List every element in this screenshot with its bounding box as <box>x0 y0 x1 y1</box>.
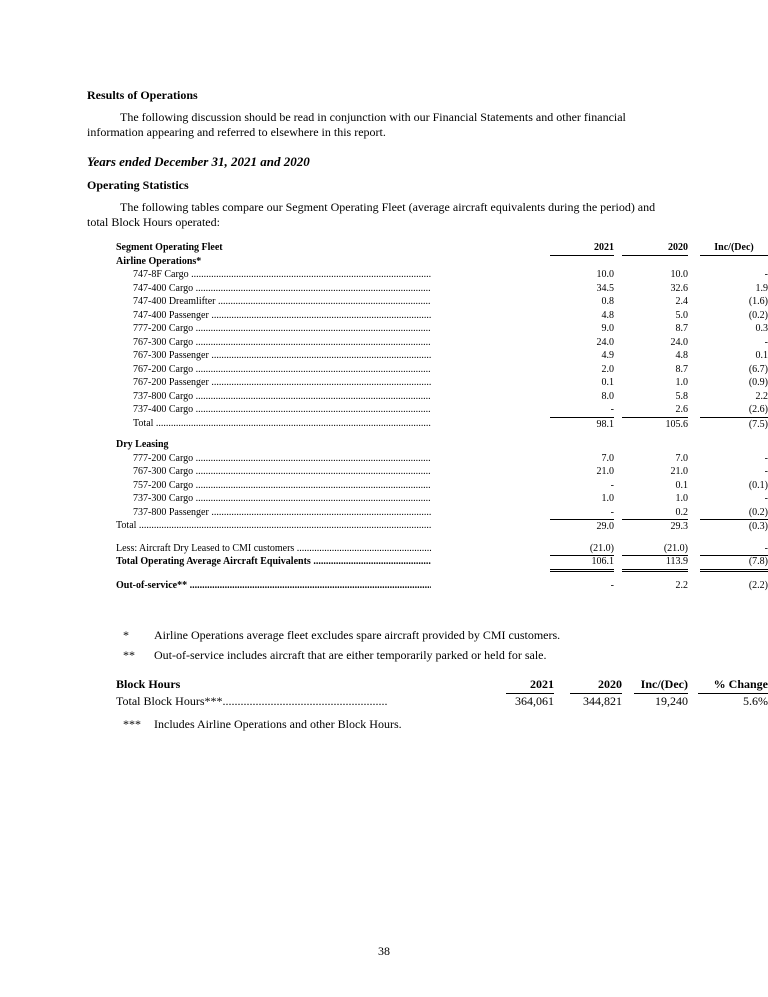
fleet-row <box>116 492 768 506</box>
fleet-row <box>116 506 768 520</box>
fleet-row-2020: 21.0 <box>670 466 688 477</box>
fleet-row-change: - <box>764 269 768 280</box>
footnote-airline: * Airline Operations average fleet excludes spare aircraft provided by CMI customers. <box>123 628 561 642</box>
fleet-row-label: 767-200 Passenger ..... <box>133 376 431 390</box>
fleet-row-label: 747-400 Passenger ..... <box>133 309 431 323</box>
fleet-row <box>116 322 768 336</box>
fleet-row-2021: - <box>610 479 614 491</box>
fleet-row-2021: - <box>550 403 614 418</box>
fleet-row-label: 747-8F Cargo ..... <box>133 268 431 282</box>
fleet-row <box>116 376 768 390</box>
airline-total-row: Total ..... 98.1 105.6 (7.5) <box>116 417 656 431</box>
fleet-row <box>116 282 768 296</box>
fleet-row-change: 2.2 <box>755 390 768 402</box>
fleet-row-2020: 0.2 <box>622 506 688 521</box>
stats-paragraph: The following tables compare our Segment Operating Fleet (average aircraft equivalents during the period) and total Block Hours operated: <box>87 200 656 229</box>
period-heading: Years ended December 31, 2021 and 2020 <box>87 154 310 169</box>
fleet-row-label: 747-400 Dreamlifter ..... <box>133 295 431 309</box>
fleet-row-2020: 7.0 <box>675 452 688 464</box>
total-block-hours-row: Total Block Hours*** ..... 364,061 344,821 19,240 5.6% <box>116 693 656 710</box>
fleet-row-2020: 8.7 <box>675 323 688 334</box>
fleet-row-2020: 8.7 <box>675 363 688 375</box>
stats-heading: Operating Statistics <box>87 178 189 192</box>
section-title: Results of Operations <box>87 88 198 102</box>
less-dry-leased-row: Less: Aircraft Dry Leased to CMI customers ..... (21.0) (21.0) - <box>116 542 656 556</box>
block-hours-header: Block Hours 2021 2020 Inc/(Dec) % Change <box>116 676 656 693</box>
fleet-header-label: Segment Operating Fleet <box>116 242 223 253</box>
fleet-row-2021: 8.0 <box>601 390 614 402</box>
fleet-row-label: 737-300 Cargo ..... <box>133 492 431 506</box>
fleet-row-change: 0.1 <box>755 350 768 361</box>
intro-paragraph: The following discussion should be read in conjunction with our Financial Statements and other financial information appearing and referred to elsewhere in this report. <box>87 110 626 139</box>
fleet-row-2020: 32.6 <box>670 282 688 294</box>
fleet-row-change: (0.2) <box>748 309 768 321</box>
fleet-row-2021: 9.0 <box>601 323 614 334</box>
airline-operations-heading: Airline Operations* <box>116 255 202 267</box>
fleet-row-change: 1.9 <box>755 282 768 294</box>
fleet-row-2021: 2.0 <box>601 363 614 375</box>
fleet-row-change: (6.7) <box>748 363 768 375</box>
fleet-row-change: 0.3 <box>755 323 768 334</box>
fleet-row <box>116 390 768 404</box>
fleet-row-label: 777-200 Cargo ..... <box>133 452 431 466</box>
fleet-row <box>116 452 768 466</box>
fleet-row-label: 767-300 Cargo ..... <box>133 336 431 350</box>
dry-total-row: Total ..... 29.0 29.3 (0.3) <box>116 519 656 533</box>
fleet-row-2021: - <box>550 506 614 521</box>
block-hours-table <box>116 676 768 710</box>
fleet-row-2021: 1.0 <box>601 493 614 504</box>
fleet-row-2021: 4.8 <box>601 309 614 321</box>
dry-leasing-heading: Dry Leasing <box>116 439 169 450</box>
fleet-row-2021: 0.8 <box>601 296 614 307</box>
footnote-block-hours: *** Includes Airline Operations and other Block Hours. <box>123 717 402 731</box>
fleet-row-2020: 2.6 <box>622 403 688 418</box>
fleet-table-header <box>116 241 754 255</box>
fleet-header-change: Inc/(Dec) <box>700 241 768 256</box>
fleet-row-2020: 24.0 <box>670 336 688 348</box>
fleet-row-change: - <box>764 452 768 464</box>
fleet-row-change: - <box>764 493 768 504</box>
fleet-header-2020: 2020 <box>622 241 688 256</box>
fleet-row-2020: 10.0 <box>670 269 688 280</box>
fleet-row-2020: 4.8 <box>675 350 688 361</box>
fleet-row-2021: 24.0 <box>596 336 614 348</box>
fleet-row-2021: 34.5 <box>596 282 614 294</box>
fleet-row <box>116 349 768 363</box>
fleet-row <box>116 309 768 323</box>
fleet-row-2021: 0.1 <box>601 377 614 388</box>
fleet-row-2021: 21.0 <box>596 466 614 477</box>
fleet-row-2021: 10.0 <box>596 269 614 280</box>
grand-total-row: Total Operating Average Aircraft Equivalents ..... 106.1 113.9 (7.8) <box>116 555 656 569</box>
fleet-row <box>116 268 768 282</box>
fleet-row-label: 767-300 Cargo ..... <box>133 465 431 479</box>
fleet-row-label: 737-800 Passenger ..... <box>133 506 431 520</box>
fleet-row-change: (0.2) <box>700 506 768 521</box>
out-of-service-row: Out-of-service** ..... - 2.2 (2.2) <box>116 579 656 593</box>
fleet-row-change: (2.6) <box>700 403 768 418</box>
fleet-row-change: - <box>764 336 768 348</box>
fleet-row-label: 777-200 Cargo ..... <box>133 322 431 336</box>
page-number: 38 <box>378 944 390 958</box>
fleet-row-label: 737-400 Cargo ..... <box>133 403 431 417</box>
fleet-table <box>116 241 768 592</box>
fleet-header-2021: 2021 <box>550 241 614 256</box>
fleet-row-change: (0.9) <box>748 377 768 388</box>
fleet-row-label: 747-400 Cargo ..... <box>133 282 431 296</box>
fleet-row-label: 737-800 Cargo ..... <box>133 390 431 404</box>
airline-rows <box>116 268 768 417</box>
fleet-row-2021: 4.9 <box>601 350 614 361</box>
fleet-row-label: 767-200 Cargo ..... <box>133 363 431 377</box>
fleet-row-2020: 1.0 <box>675 493 688 504</box>
fleet-row-2020: 5.8 <box>675 390 688 402</box>
fleet-row <box>116 465 768 479</box>
fleet-row-change: (1.6) <box>748 296 768 307</box>
fleet-row-2021: 7.0 <box>601 452 614 464</box>
fleet-row <box>116 295 768 309</box>
fleet-row-label: 767-300 Passenger ..... <box>133 349 431 363</box>
dry-rows <box>116 452 768 520</box>
fleet-row <box>116 403 768 417</box>
fleet-row <box>116 363 768 377</box>
fleet-row-2020: 0.1 <box>675 479 688 491</box>
fleet-row-change: - <box>764 466 768 477</box>
footnote-out-of-service: ** Out-of-service includes aircraft that are either temporarily parked or held for sale. <box>123 648 547 662</box>
fleet-row-change: (0.1) <box>748 479 768 491</box>
fleet-row-2020: 2.4 <box>675 296 688 307</box>
fleet-row-2020: 1.0 <box>675 377 688 388</box>
fleet-row-label: 757-200 Cargo ..... <box>133 479 431 493</box>
fleet-row <box>116 479 768 493</box>
fleet-row <box>116 336 768 350</box>
fleet-row-2020: 5.0 <box>675 309 688 321</box>
